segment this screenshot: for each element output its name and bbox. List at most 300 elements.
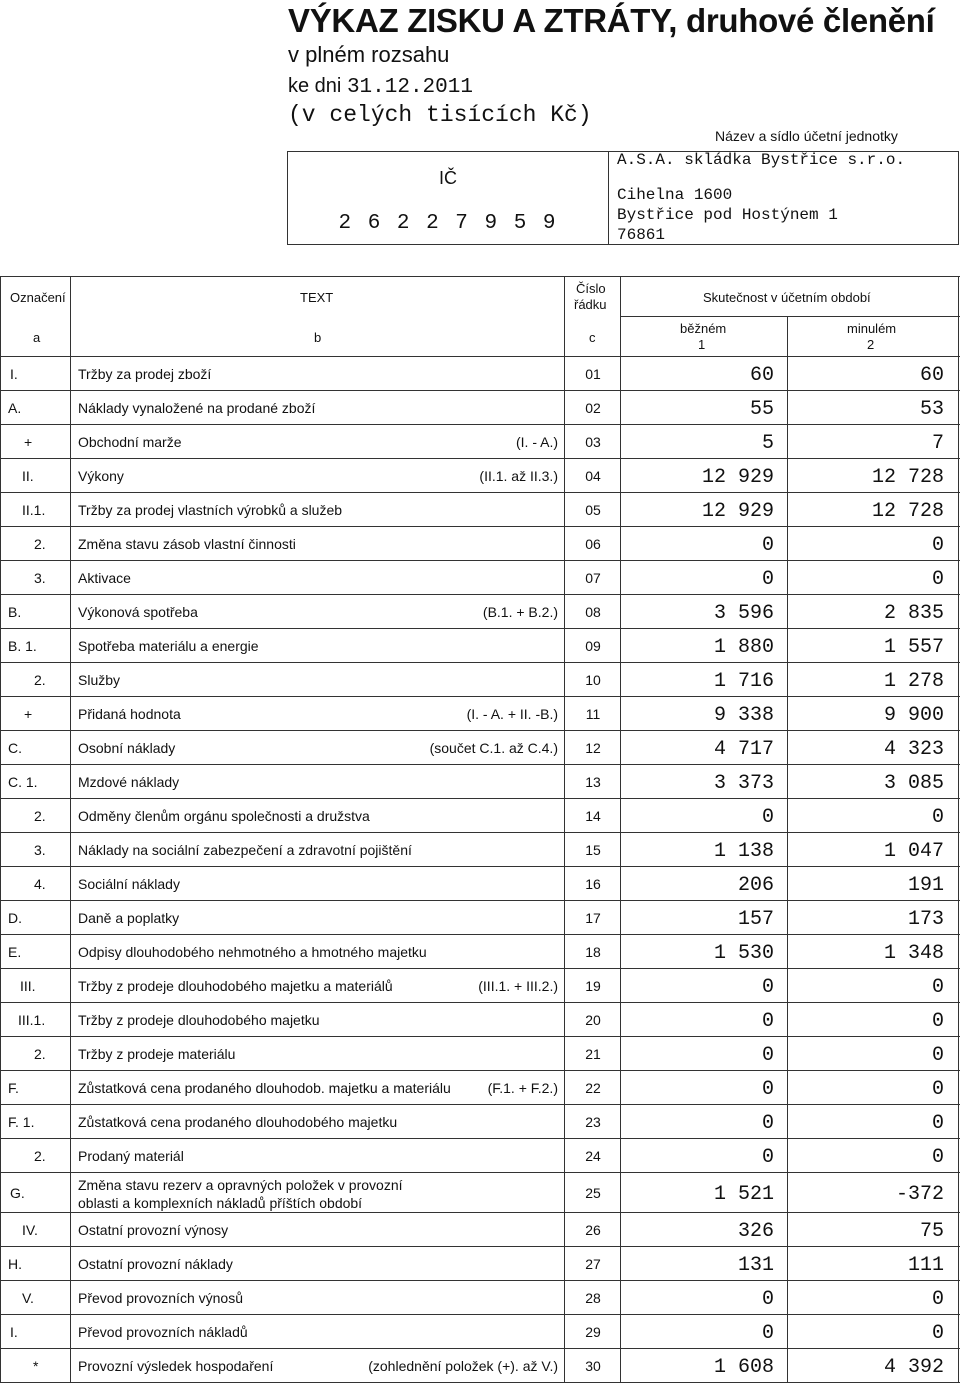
grid-line xyxy=(958,1071,959,1105)
row-previous-value: 0 xyxy=(931,1044,944,1067)
row-previous-value: 1 348 xyxy=(883,942,944,965)
table-row xyxy=(0,561,960,595)
row-current-value: 0 xyxy=(761,1044,774,1067)
grid-line xyxy=(787,1071,788,1105)
row-text: Obchodní marže xyxy=(78,434,182,450)
units-note: (v celých tisících Kč) xyxy=(288,102,592,128)
grid-line xyxy=(0,595,1,629)
grid-line xyxy=(620,1281,621,1315)
row-number: 02 xyxy=(585,400,601,416)
row-number: 07 xyxy=(585,570,601,586)
row-number: 27 xyxy=(585,1256,601,1272)
header-rownum-line1: Číslo xyxy=(576,281,606,296)
table-row xyxy=(0,595,960,629)
header-col-a: a xyxy=(33,330,41,345)
grid-line xyxy=(564,1037,565,1071)
grid-line xyxy=(958,901,959,935)
header-designation: Označení xyxy=(10,290,66,305)
row-current-value: 131 xyxy=(737,1254,774,1277)
row-current-value: 0 xyxy=(761,806,774,829)
row-code: E. xyxy=(8,944,22,960)
row-number: 01 xyxy=(585,366,601,382)
row-text: Náklady na sociální zabezpečení a zdravotní pojištění xyxy=(78,842,412,858)
row-number: 26 xyxy=(585,1222,601,1238)
grid-line xyxy=(958,969,959,1003)
grid-line xyxy=(0,1247,1,1281)
row-previous-value: 0 xyxy=(931,1288,944,1311)
grid-line xyxy=(564,1105,565,1139)
row-previous-value: 173 xyxy=(907,908,944,931)
row-current-value: 326 xyxy=(737,1220,774,1243)
row-previous-value: 0 xyxy=(931,806,944,829)
row-current-value: 12 929 xyxy=(701,466,774,489)
row-previous-value: 191 xyxy=(907,874,944,897)
row-text: Daně a poplatky xyxy=(78,910,180,926)
grid-line xyxy=(620,276,621,356)
report-title: VÝKAZ ZISKU A ZTRÁTY, druhové členění xyxy=(288,2,935,39)
table-row xyxy=(0,493,960,527)
grid-line xyxy=(787,901,788,935)
grid-line xyxy=(620,1213,621,1247)
grid-line xyxy=(620,561,621,595)
row-previous-value: 0 xyxy=(931,1010,944,1033)
grid-line xyxy=(958,663,959,697)
row-number: 14 xyxy=(585,808,601,824)
grid-line xyxy=(0,833,1,867)
table-row xyxy=(0,1349,960,1383)
grid-line xyxy=(0,276,960,277)
row-current-value: 60 xyxy=(749,364,774,387)
grid-line xyxy=(787,459,788,493)
grid-line xyxy=(564,901,565,935)
row-current-value: 1 530 xyxy=(713,942,774,965)
grid-line xyxy=(620,459,621,493)
grid-line xyxy=(787,1281,788,1315)
grid-line xyxy=(0,697,1,731)
grid-line xyxy=(564,799,565,833)
grid-line xyxy=(787,1213,788,1247)
grid-line xyxy=(958,561,959,595)
grid-line xyxy=(564,867,565,901)
row-code: C. xyxy=(8,740,22,756)
grid-line xyxy=(620,1003,621,1037)
grid-line xyxy=(0,765,1,799)
row-previous-value: 12 728 xyxy=(871,500,944,523)
grid-line xyxy=(787,697,788,731)
grid-line xyxy=(0,391,1,425)
grid-line xyxy=(620,1105,621,1139)
entity-city: Bystřice pod Hostýnem 1 xyxy=(617,206,838,224)
grid-line xyxy=(564,1071,565,1105)
grid-line xyxy=(620,357,621,391)
grid-line xyxy=(564,1139,565,1173)
row-text: Ostatní provozní náklady xyxy=(78,1256,233,1272)
grid-line xyxy=(787,527,788,561)
grid-line xyxy=(958,493,959,527)
grid-line xyxy=(564,391,565,425)
row-text: Mzdové náklady xyxy=(78,774,180,790)
row-previous-value: 12 728 xyxy=(871,466,944,489)
row-formula: (III.1. + III.2.) xyxy=(478,978,558,994)
row-text: Převod provozních nákladů xyxy=(78,1324,248,1340)
grid-line xyxy=(620,765,621,799)
row-text: Odpisy dlouhodobého nehmotného a hmotného majetku xyxy=(78,944,427,960)
table-row xyxy=(0,901,960,935)
ic-label: IČ xyxy=(439,168,457,188)
row-code: 3. xyxy=(34,842,46,858)
table-row xyxy=(0,1247,960,1281)
grid-line xyxy=(564,561,565,595)
row-text: Provozní výsledek hospodaření xyxy=(78,1358,274,1374)
table-row xyxy=(0,391,960,425)
row-formula: (II.1. až II.3.) xyxy=(479,468,558,484)
table-row xyxy=(0,1281,960,1315)
ic-box xyxy=(287,151,609,245)
row-code: A. xyxy=(8,400,22,416)
grid-line xyxy=(620,1037,621,1071)
row-current-value: 0 xyxy=(761,534,774,557)
row-number: 03 xyxy=(585,434,601,450)
grid-line xyxy=(564,1003,565,1037)
grid-line xyxy=(620,867,621,901)
table-row xyxy=(0,629,960,663)
row-previous-value: 0 xyxy=(931,1322,944,1345)
row-number: 05 xyxy=(585,502,601,518)
header-current: běžném xyxy=(680,321,727,336)
grid-line xyxy=(958,935,959,969)
grid-line xyxy=(620,316,960,317)
row-formula: (součet C.1. až C.4.) xyxy=(429,740,558,756)
grid-line xyxy=(0,1071,1,1105)
row-code: B. 1. xyxy=(8,638,37,654)
grid-line xyxy=(958,1037,959,1071)
row-text: Tržby z prodeje dlouhodobého majetku xyxy=(78,1012,320,1028)
grid-line xyxy=(958,425,959,459)
row-current-value: 0 xyxy=(761,976,774,999)
row-current-value: 3 373 xyxy=(713,772,774,795)
row-current-value: 0 xyxy=(761,1322,774,1345)
header-col-b: b xyxy=(314,330,322,345)
grid-line xyxy=(0,867,1,901)
grid-line xyxy=(958,867,959,901)
table-row xyxy=(0,425,960,459)
grid-line xyxy=(958,1315,959,1349)
row-code: F. 1. xyxy=(8,1114,35,1130)
row-previous-value: 0 xyxy=(931,568,944,591)
row-previous-value: 1 047 xyxy=(883,840,944,863)
row-code: C. 1. xyxy=(8,774,38,790)
grid-line xyxy=(620,629,621,663)
row-current-value: 1 716 xyxy=(713,670,774,693)
grid-line xyxy=(958,1281,959,1315)
grid-line xyxy=(620,697,621,731)
grid-line xyxy=(564,527,565,561)
row-current-value: 1 608 xyxy=(713,1356,774,1379)
row-code: G. xyxy=(10,1185,25,1201)
row-code: I. xyxy=(10,366,18,382)
row-current-value: 1 880 xyxy=(713,636,774,659)
row-code: * xyxy=(33,1358,39,1374)
row-previous-value: 1 557 xyxy=(883,636,944,659)
grid-line xyxy=(787,425,788,459)
row-number: 08 xyxy=(585,604,601,620)
row-text: Náklady vynaložené na prodané zboží xyxy=(78,400,316,416)
grid-line xyxy=(620,969,621,1003)
row-text: Tržby za prodej vlastních výrobků a služeb xyxy=(78,502,343,518)
grid-line xyxy=(620,935,621,969)
grid-line xyxy=(564,731,565,765)
grid-line xyxy=(564,1247,565,1281)
table-row xyxy=(0,459,960,493)
row-number: 22 xyxy=(585,1080,601,1096)
grid-line xyxy=(0,1105,1,1139)
grid-line xyxy=(620,493,621,527)
row-current-value: 0 xyxy=(761,1112,774,1135)
grid-line xyxy=(564,1213,565,1247)
grid-line xyxy=(620,901,621,935)
row-text: Ostatní provozní výnosy xyxy=(78,1222,229,1238)
grid-line xyxy=(787,391,788,425)
grid-line xyxy=(787,1349,788,1383)
row-code: + xyxy=(24,434,33,450)
row-code: + xyxy=(24,706,33,722)
row-previous-value: 9 900 xyxy=(883,704,944,727)
grid-line xyxy=(958,459,959,493)
row-number: 04 xyxy=(585,468,601,484)
row-previous-value: 53 xyxy=(919,398,944,421)
table-row xyxy=(0,969,960,1003)
row-previous-value: 3 085 xyxy=(883,772,944,795)
row-code: I. xyxy=(10,1324,18,1340)
grid-line xyxy=(787,833,788,867)
grid-line xyxy=(787,316,788,356)
grid-line xyxy=(958,276,959,356)
grid-line xyxy=(958,833,959,867)
grid-line xyxy=(0,527,1,561)
grid-line xyxy=(564,629,565,663)
grid-line xyxy=(620,527,621,561)
row-previous-value: 0 xyxy=(931,1078,944,1101)
date-value: 31.12.2011 xyxy=(346,76,473,99)
row-number: 17 xyxy=(585,910,601,926)
grid-line xyxy=(787,561,788,595)
row-code: D. xyxy=(8,910,22,926)
grid-line xyxy=(0,1173,1,1213)
row-current-value: 206 xyxy=(737,874,774,897)
row-text: Tržby z prodeje dlouhodobého majetku a materiálů xyxy=(78,978,393,994)
grid-line xyxy=(787,731,788,765)
grid-line xyxy=(0,1213,1,1247)
table-row xyxy=(0,1213,960,1247)
row-previous-value: 0 xyxy=(931,534,944,557)
row-number: 24 xyxy=(585,1148,601,1164)
row-current-value: 9 338 xyxy=(713,704,774,727)
grid-line xyxy=(564,765,565,799)
grid-line xyxy=(787,357,788,391)
grid-line xyxy=(958,799,959,833)
row-code: 4. xyxy=(34,876,46,892)
grid-line xyxy=(564,663,565,697)
grid-line xyxy=(564,833,565,867)
row-code: 2. xyxy=(34,1148,46,1164)
row-number: 21 xyxy=(585,1046,601,1062)
grid-line xyxy=(0,731,1,765)
grid-line xyxy=(620,1173,621,1213)
row-number: 25 xyxy=(585,1185,601,1201)
grid-line xyxy=(958,1105,959,1139)
grid-line xyxy=(958,731,959,765)
row-formula: (B.1. + B.2.) xyxy=(482,604,558,620)
grid-line xyxy=(0,1037,1,1071)
row-previous-value: 4 323 xyxy=(883,738,944,761)
row-current-value: 0 xyxy=(761,1288,774,1311)
grid-line xyxy=(0,493,1,527)
row-code: 3. xyxy=(34,570,46,586)
row-code: 2. xyxy=(34,672,46,688)
row-code: 2. xyxy=(34,808,46,824)
grid-line xyxy=(787,663,788,697)
row-previous-value: 75 xyxy=(919,1220,944,1243)
grid-line xyxy=(0,357,1,391)
grid-line xyxy=(620,1071,621,1105)
row-current-value: 0 xyxy=(761,1078,774,1101)
row-formula: (I. - A.) xyxy=(516,434,558,450)
grid-line xyxy=(787,1139,788,1173)
grid-line xyxy=(787,969,788,1003)
grid-line xyxy=(787,629,788,663)
grid-line xyxy=(787,765,788,799)
grid-line xyxy=(787,1105,788,1139)
grid-line xyxy=(564,425,565,459)
grid-line xyxy=(0,276,1,356)
entity-zip: 76861 xyxy=(617,226,666,244)
table-row xyxy=(0,935,960,969)
row-text: Prodaný materiál xyxy=(78,1148,184,1164)
grid-line xyxy=(0,1003,1,1037)
grid-line xyxy=(564,1281,565,1315)
row-text: Zůstatková cena prodaného dlouhodob. majetku a materiálu xyxy=(78,1080,451,1096)
row-formula: (F.1. + F.2.) xyxy=(487,1080,558,1096)
row-number: 15 xyxy=(585,842,601,858)
row-previous-value: -372 xyxy=(895,1183,944,1206)
grid-line xyxy=(958,357,959,391)
table-row xyxy=(0,867,960,901)
grid-line xyxy=(0,459,1,493)
ic-value: 2 6 2 2 7 9 5 9 xyxy=(338,212,558,235)
row-current-value: 55 xyxy=(749,398,774,421)
grid-line xyxy=(70,276,71,356)
table-row xyxy=(0,799,960,833)
report-date xyxy=(288,75,473,99)
row-current-value: 1 138 xyxy=(713,840,774,863)
row-code: F. xyxy=(8,1080,19,1096)
grid-line xyxy=(564,276,565,356)
row-text: Převod provozních výnosů xyxy=(78,1290,243,1306)
entity-name: A.S.A. skládka Bystřice s.r.o. xyxy=(617,151,906,169)
table-row xyxy=(0,663,960,697)
entity-box xyxy=(609,151,959,245)
row-number: 30 xyxy=(585,1358,601,1374)
row-text: Tržby z prodeje materiálu xyxy=(78,1046,236,1062)
row-number: 16 xyxy=(585,876,601,892)
row-formula: (I. - A. + II. -B.) xyxy=(466,706,558,722)
grid-line xyxy=(0,901,1,935)
header-actual: Skutečnost v účetním období xyxy=(703,290,871,305)
grid-line xyxy=(958,595,959,629)
grid-line xyxy=(787,595,788,629)
grid-line xyxy=(620,1139,621,1173)
date-label: ke dni xyxy=(288,75,342,97)
row-current-value: 0 xyxy=(761,1010,774,1033)
grid-line xyxy=(0,425,1,459)
row-current-value: 157 xyxy=(737,908,774,931)
grid-line xyxy=(787,1173,788,1213)
row-formula: (zohlednění položek (+). až V.) xyxy=(368,1358,558,1374)
row-number: 20 xyxy=(585,1012,601,1028)
table-row xyxy=(0,1173,960,1213)
grid-line xyxy=(0,663,1,697)
row-number: 09 xyxy=(585,638,601,654)
grid-line xyxy=(0,935,1,969)
grid-line xyxy=(0,1349,1,1383)
row-previous-value: 0 xyxy=(931,1112,944,1135)
row-text: Změna stavu zásob vlastní činnosti xyxy=(78,536,296,552)
row-current-value: 3 596 xyxy=(713,602,774,625)
grid-line xyxy=(787,1247,788,1281)
grid-line xyxy=(0,561,1,595)
grid-line xyxy=(958,697,959,731)
row-text: Spotřeba materiálu a energie xyxy=(78,638,259,654)
row-number: 10 xyxy=(585,672,601,688)
row-number: 18 xyxy=(585,944,601,960)
grid-line xyxy=(564,969,565,1003)
row-current-value: 0 xyxy=(761,1146,774,1169)
grid-line xyxy=(787,1315,788,1349)
grid-line xyxy=(0,1382,960,1383)
row-code: III.1. xyxy=(18,1012,46,1028)
grid-line xyxy=(0,1139,1,1173)
table-row xyxy=(0,731,960,765)
grid-line xyxy=(620,595,621,629)
grid-line xyxy=(958,1173,959,1213)
grid-line xyxy=(564,935,565,969)
table-row xyxy=(0,833,960,867)
row-code: 2. xyxy=(34,1046,46,1062)
row-text: Výkony xyxy=(78,468,124,484)
grid-line xyxy=(787,867,788,901)
row-previous-value: 60 xyxy=(919,364,944,387)
grid-line xyxy=(620,833,621,867)
grid-line xyxy=(787,799,788,833)
row-previous-value: 0 xyxy=(931,976,944,999)
grid-line xyxy=(564,459,565,493)
row-number: 06 xyxy=(585,536,601,552)
grid-line xyxy=(564,1315,565,1349)
row-code: H. xyxy=(8,1256,22,1272)
row-number: 28 xyxy=(585,1290,601,1306)
grid-line xyxy=(620,425,621,459)
row-text: Výkonová spotřeba xyxy=(78,604,198,620)
row-current-value: 1 521 xyxy=(713,1183,774,1206)
row-text: Přidaná hodnota xyxy=(78,706,181,722)
row-current-value: 5 xyxy=(761,432,774,455)
report-subtitle: v plném rozsahu xyxy=(288,42,450,67)
grid-line xyxy=(958,1247,959,1281)
table-row xyxy=(0,1071,960,1105)
row-number: 13 xyxy=(585,774,601,790)
row-code: II.1. xyxy=(22,502,46,518)
grid-line xyxy=(564,1349,565,1383)
